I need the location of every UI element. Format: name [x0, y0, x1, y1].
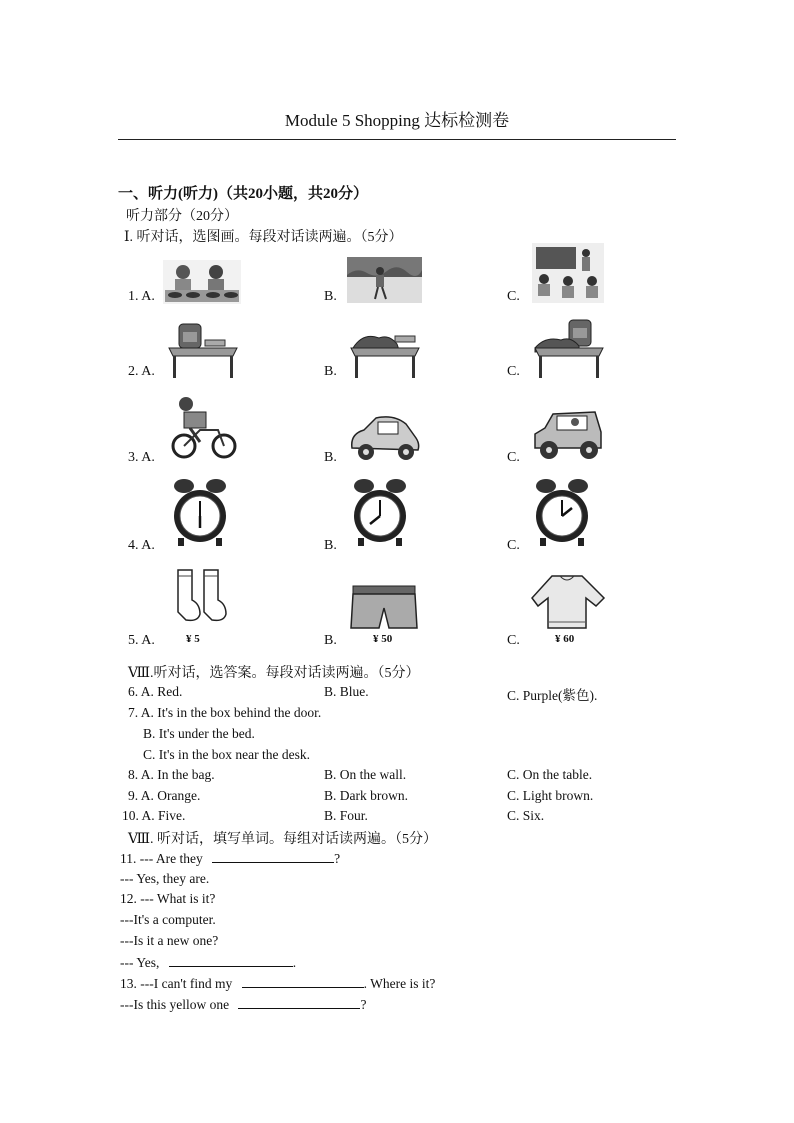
q1-image-a-students-eating — [163, 260, 241, 304]
page-title: Module 5 Shopping 达标检测卷 — [284, 111, 510, 130]
q13-followup-line — [120, 996, 366, 1013]
part1-heading: Ⅰ. 听对话，选图画。每段对话读两遍。（5分） — [124, 230, 403, 245]
q2-label-c: C. — [507, 364, 520, 379]
q1-image-b-boy-walking — [347, 257, 422, 303]
q6-option-c: C. Purple(紫色). — [507, 688, 598, 703]
q5-price-c: ¥ 60 — [555, 633, 575, 645]
q10-option-c: C. Six. — [507, 808, 545, 823]
q2-image-c-bag-and-clothes — [533, 316, 605, 378]
q7-option-c: C. It's in the box near the desk. — [143, 747, 311, 762]
q1-label-a: 1. A. — [128, 289, 155, 304]
q4-label-a: 4. A. — [128, 538, 155, 553]
q11-text: 11. --- Are they — [120, 851, 203, 866]
q4-label-c: C. — [507, 538, 520, 553]
q3-image-c-jeep — [531, 404, 605, 462]
q1-label-c: C. — [507, 289, 520, 304]
q5-label-a: 5. A. — [128, 633, 155, 648]
q4-image-b-alarm-clock — [350, 476, 410, 548]
q5-price-b: ¥ 50 — [373, 633, 393, 645]
part2-heading: Ⅷ.听对话，选答案。每段对话读两遍。（5分） — [128, 666, 420, 681]
q3-image-a-boy-on-bike — [170, 396, 238, 460]
q13-followup-text: ---Is this yellow one — [120, 997, 230, 1012]
q13-tail: . Where is it? — [363, 976, 436, 991]
q3-label-c: C. — [507, 450, 520, 465]
q9-option-a: 9. A. Orange. — [128, 788, 201, 803]
q12-answer-blank[interactable] — [169, 954, 293, 967]
dialog-line: ---It's a computer. — [120, 912, 216, 927]
q9-option-c: C. Light brown. — [507, 788, 594, 803]
q8-option-b: B. On the wall. — [324, 767, 407, 782]
q5-label-b: B. — [324, 633, 337, 648]
q2-image-b-clothes-on-desk — [349, 320, 421, 378]
dialog-line: --- Yes, they are. — [120, 871, 210, 886]
q5-image-c-sweater — [530, 572, 606, 632]
q1-image-c-classroom — [532, 243, 604, 303]
q12-answer-line — [120, 954, 296, 971]
q10-option-a: 10. A. Five. — [122, 808, 186, 823]
q11-answer-blank[interactable] — [212, 850, 334, 863]
q11-tail: ? — [334, 851, 341, 866]
q3-label-a: 3. A. — [128, 450, 155, 465]
part3-heading: Ⅷ. 听对话，填写单词。每组对话读两遍。（5分） — [128, 832, 438, 847]
q9-option-b: B. Dark brown. — [324, 788, 408, 803]
q2-label-a: 2. A. — [128, 364, 155, 379]
q8-option-a: 8. A. In the bag. — [128, 767, 215, 782]
q7-option-a: 7. A. It's in the box behind the door. — [128, 705, 322, 720]
q3-label-b: B. — [324, 450, 337, 465]
q7-option-b: B. It's under the bed. — [143, 726, 255, 741]
q13-line — [120, 975, 435, 992]
q12-line: 12. --- What is it? — [120, 891, 216, 906]
q2-label-b: B. — [324, 364, 337, 379]
q5-image-a-socks — [170, 566, 240, 626]
q12-tail: . — [292, 955, 297, 970]
q3-image-b-small-car — [346, 410, 422, 462]
q6-option-b: B. Blue. — [324, 684, 369, 699]
q5-image-b-shorts — [349, 584, 419, 630]
q4-image-a-alarm-clock — [170, 476, 230, 548]
title-divider — [118, 139, 676, 140]
q4-label-b: B. — [324, 538, 337, 553]
q12-text: --- Yes, — [120, 955, 160, 970]
q13-followup-tail: ? — [360, 997, 367, 1012]
q1-label-b: B. — [324, 289, 337, 304]
q4-image-c-alarm-clock — [532, 476, 592, 548]
q13-answer-blank[interactable] — [242, 975, 364, 988]
q5-label-c: C. — [507, 633, 520, 648]
q8-option-c: C. On the table. — [507, 767, 593, 782]
q6-option-a: 6. A. Red. — [128, 684, 183, 699]
q2-image-a-bag-on-desk — [167, 320, 239, 378]
section-subheading: 听力部分（20分） — [126, 209, 238, 224]
q11-line — [120, 850, 340, 867]
q13-followup-blank[interactable] — [238, 996, 360, 1009]
q13-text: 13. ---I can't find my — [120, 976, 233, 991]
dialog-line: ---Is it a new one? — [120, 933, 219, 948]
q5-price-a: ¥ 5 — [186, 633, 200, 645]
q10-option-b: B. Four. — [324, 808, 368, 823]
section-heading: 一、听力(听力)（共20小题，共20分） — [118, 186, 368, 202]
